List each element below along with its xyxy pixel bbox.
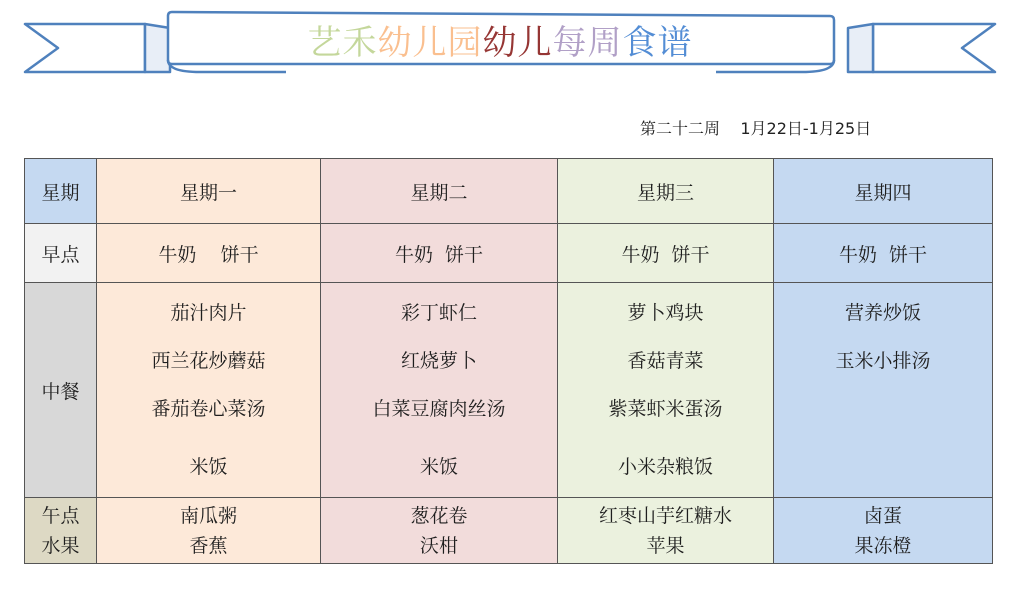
snack-item: 红枣山芋红糖水 [598, 504, 732, 527]
lunch-dish: 小米杂粮饭 [617, 456, 713, 478]
row-label-weekday: 星期 [25, 159, 97, 224]
lunch-dish: 茄汁肉片 [170, 302, 247, 324]
lunch-wednesday [558, 283, 774, 498]
row-label-snack: 午点 [41, 504, 80, 527]
lunch-dish: 营养炒饭 [844, 302, 921, 324]
snack-item: 南瓜粥 [179, 504, 237, 527]
day-header-monday: 星期一 [97, 159, 321, 224]
breakfast-monday: 牛奶 饼干 [97, 224, 321, 283]
header-row [25, 159, 993, 224]
lunch-dish: 玉米小排汤 [835, 350, 931, 372]
lunch-dish: 香菇青菜 [627, 350, 704, 372]
day-header-thursday: 星期四 [774, 159, 993, 224]
ribbon-left-tail [25, 24, 145, 72]
lunch-thursday [774, 283, 993, 498]
snack-wednesday [558, 498, 774, 564]
row-label-snack-fruit [25, 498, 97, 564]
lunch-dish: 米饭 [419, 456, 458, 478]
lunch-dish: 番茄卷心菜汤 [151, 398, 266, 420]
title-part-yihe: 艺禾 [307, 22, 378, 63]
title-part-weekly: 每周 [552, 22, 623, 63]
breakfast-thursday: 牛奶 饼干 [774, 224, 993, 283]
title-part-recipe: 食谱 [622, 22, 693, 63]
row-label-lunch: 中餐 [25, 283, 97, 498]
title-part-children: 幼儿 [482, 22, 553, 63]
lunch-dish: 紫菜虾米蛋汤 [608, 398, 723, 420]
snack-item: 卤蛋 [863, 504, 902, 527]
snack-tuesday [321, 498, 558, 564]
ribbon-right-fold [848, 24, 873, 72]
lunch-row [25, 283, 993, 498]
fruit-item: 苹果 [646, 534, 685, 557]
breakfast-tuesday: 牛奶 饼干 [321, 224, 558, 283]
breakfast-wednesday: 牛奶 饼干 [558, 224, 774, 283]
fruit-item: 沃柑 [419, 534, 458, 557]
fruit-item: 果冻橙 [854, 534, 912, 557]
snack-item: 葱花卷 [410, 504, 468, 527]
day-header-wednesday: 星期三 [558, 159, 774, 224]
week-date-range: 第二十二周 1月22日-1月25日 [640, 119, 872, 138]
page-title [170, 16, 830, 62]
lunch-dish: 萝卜鸡块 [627, 302, 704, 324]
lunch-dish: 彩丁虾仁 [400, 302, 477, 324]
lunch-tuesday [321, 283, 558, 498]
lunch-dish: 西兰花炒蘑菇 [151, 350, 266, 372]
snack-fruit-row [25, 498, 993, 564]
fruit-item: 香蕉 [189, 534, 228, 557]
lunch-dish [774, 385, 992, 433]
ribbon-left-fold [145, 24, 170, 72]
day-header-tuesday: 星期二 [321, 159, 558, 224]
weekly-menu-table [24, 158, 993, 564]
lunch-dish: 白菜豆腐肉丝汤 [372, 398, 506, 420]
snack-thursday [774, 498, 993, 564]
row-label-fruit: 水果 [41, 534, 80, 557]
lunch-monday [97, 283, 321, 498]
ribbon-right-tail [873, 24, 995, 72]
title-part-kindergarten: 幼儿园 [377, 22, 483, 63]
breakfast-row [25, 224, 993, 283]
snack-monday [97, 498, 321, 564]
lunch-dish: 米饭 [189, 456, 228, 478]
row-label-breakfast: 早点 [25, 224, 97, 283]
lunch-dish: 红烧萝卜 [400, 350, 477, 372]
lunch-dish [774, 443, 992, 491]
